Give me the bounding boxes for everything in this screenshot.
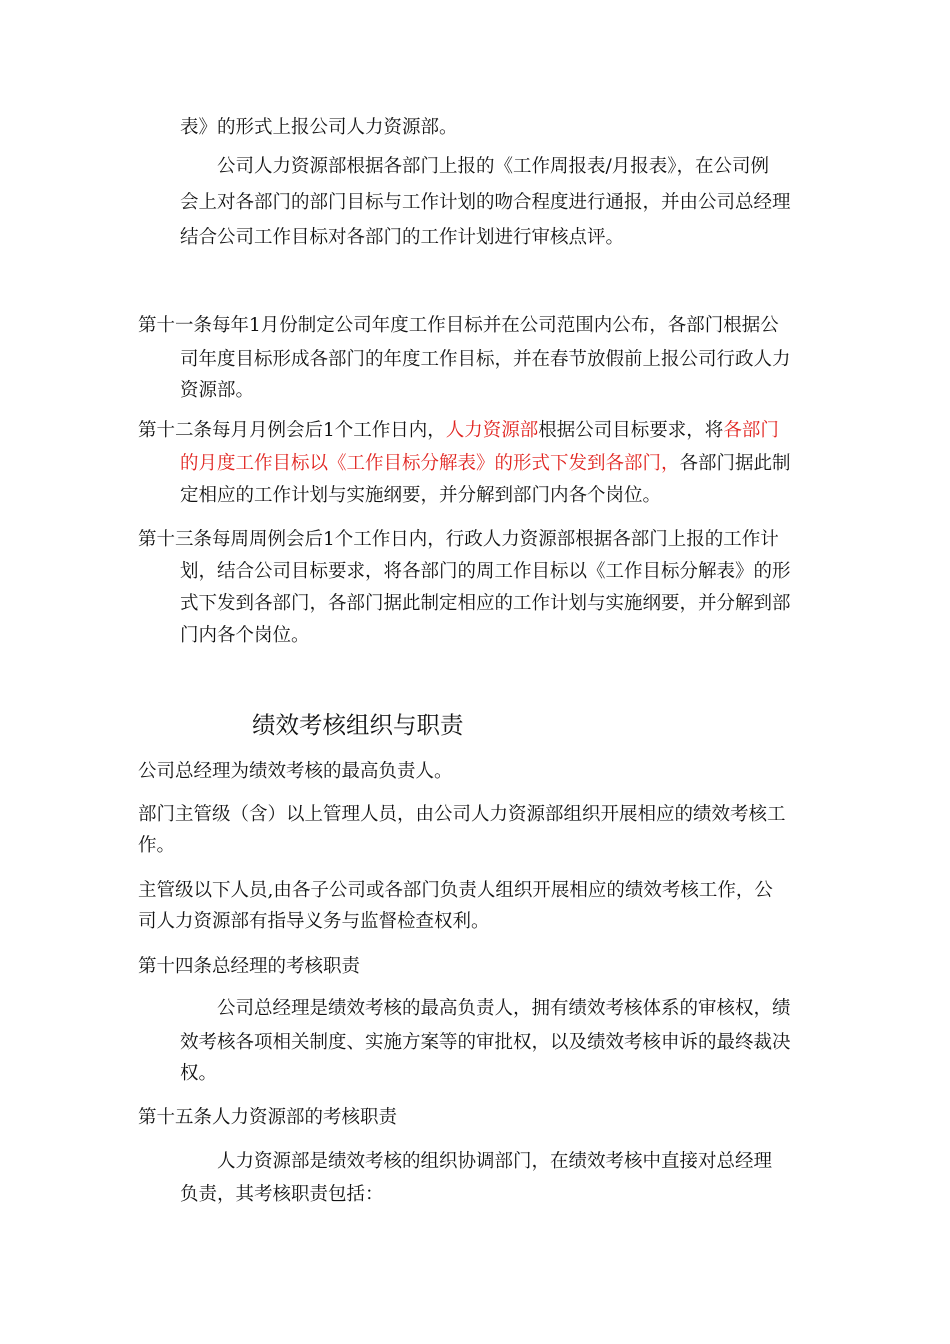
article-12-line	[138, 415, 779, 447]
article-12-text: 根据公司目标要求，将	[538, 420, 724, 441]
article-11-line: 司年度目标形成各部门的年度工作目标，并在春节放假前上报公司行政人力	[180, 349, 791, 370]
article-15-line: 负责，其考核职责包括：	[180, 1184, 384, 1205]
article-12-line	[180, 448, 791, 480]
highlight-text: 人力资源部	[445, 420, 539, 441]
article-13-line: 门内各个岗位。	[180, 625, 310, 646]
article-12-text: 各部门据此制	[679, 453, 791, 474]
article-13-line: 第十三条每周周例会后1个工作日内，行政人力资源部根据各部门上报的工作计	[138, 529, 779, 550]
article-14-title: 第十四条总经理的考核职责	[138, 956, 361, 977]
paragraph-line: 会上对各部门的部门目标与工作计划的吻合程度进行通报，并由公司总经理	[180, 192, 791, 213]
article-15-line: 人力资源部是绩效考核的组织协调部门，在绩效考核中直接对总经理	[217, 1151, 773, 1172]
article-12-text: 第十二条每月月例会后1个工作日内，	[138, 420, 446, 441]
section-line: 部门主管级（含）以上管理人员，由公司人力资源部组织开展相应的绩效考核工	[138, 804, 786, 825]
section-line: 作。	[138, 835, 176, 856]
article-11-line: 资源部。	[180, 380, 255, 401]
paragraph-line: 公司人力资源部根据各部门上报的《工作周报表/月报表》，在公司例	[217, 156, 769, 177]
section-line: 司人力资源部有指导义务与监督检查权利。	[138, 911, 490, 932]
article-14-line: 权。	[180, 1063, 218, 1084]
article-13-line: 式下发到各部门，各部门据此制定相应的工作计划与实施纲要，并分解到部	[180, 593, 791, 614]
continuation-line: 表》的形式上报公司人力资源部。	[180, 117, 458, 138]
article-12-line: 定相应的工作计划与实施纲要，并分解到部门内各个岗位。	[180, 485, 662, 506]
article-14-line: 效考核各项相关制度、实施方案等的审批权，以及绩效考核申诉的最终裁决	[180, 1032, 791, 1053]
section-heading: 绩效考核组织与职责	[252, 711, 464, 739]
article-11-line: 第十一条每年1月份制定公司年度工作目标并在公司范围内公布，各部门根据公	[138, 315, 779, 336]
section-line: 公司总经理为绩效考核的最高负责人。	[138, 761, 453, 782]
article-14-line: 公司总经理是绩效考核的最高负责人，拥有绩效考核体系的审核权，绩	[217, 998, 791, 1019]
highlight-text: 的月度工作目标以《工作目标分解表》的形式下发到各部门，	[180, 453, 680, 474]
section-line: 主管级以下人员,由各子公司或各部门负责人组织开展相应的绩效考核工作，公	[138, 880, 773, 901]
article-13-line: 划，结合公司目标要求，将各部门的周工作目标以《工作目标分解表》的形	[180, 561, 791, 582]
paragraph-line: 结合公司工作目标对各部门的工作计划进行审核点评。	[180, 227, 625, 248]
article-15-title: 第十五条人力资源部的考核职责	[138, 1107, 398, 1128]
highlight-text: 各部门	[723, 420, 779, 441]
